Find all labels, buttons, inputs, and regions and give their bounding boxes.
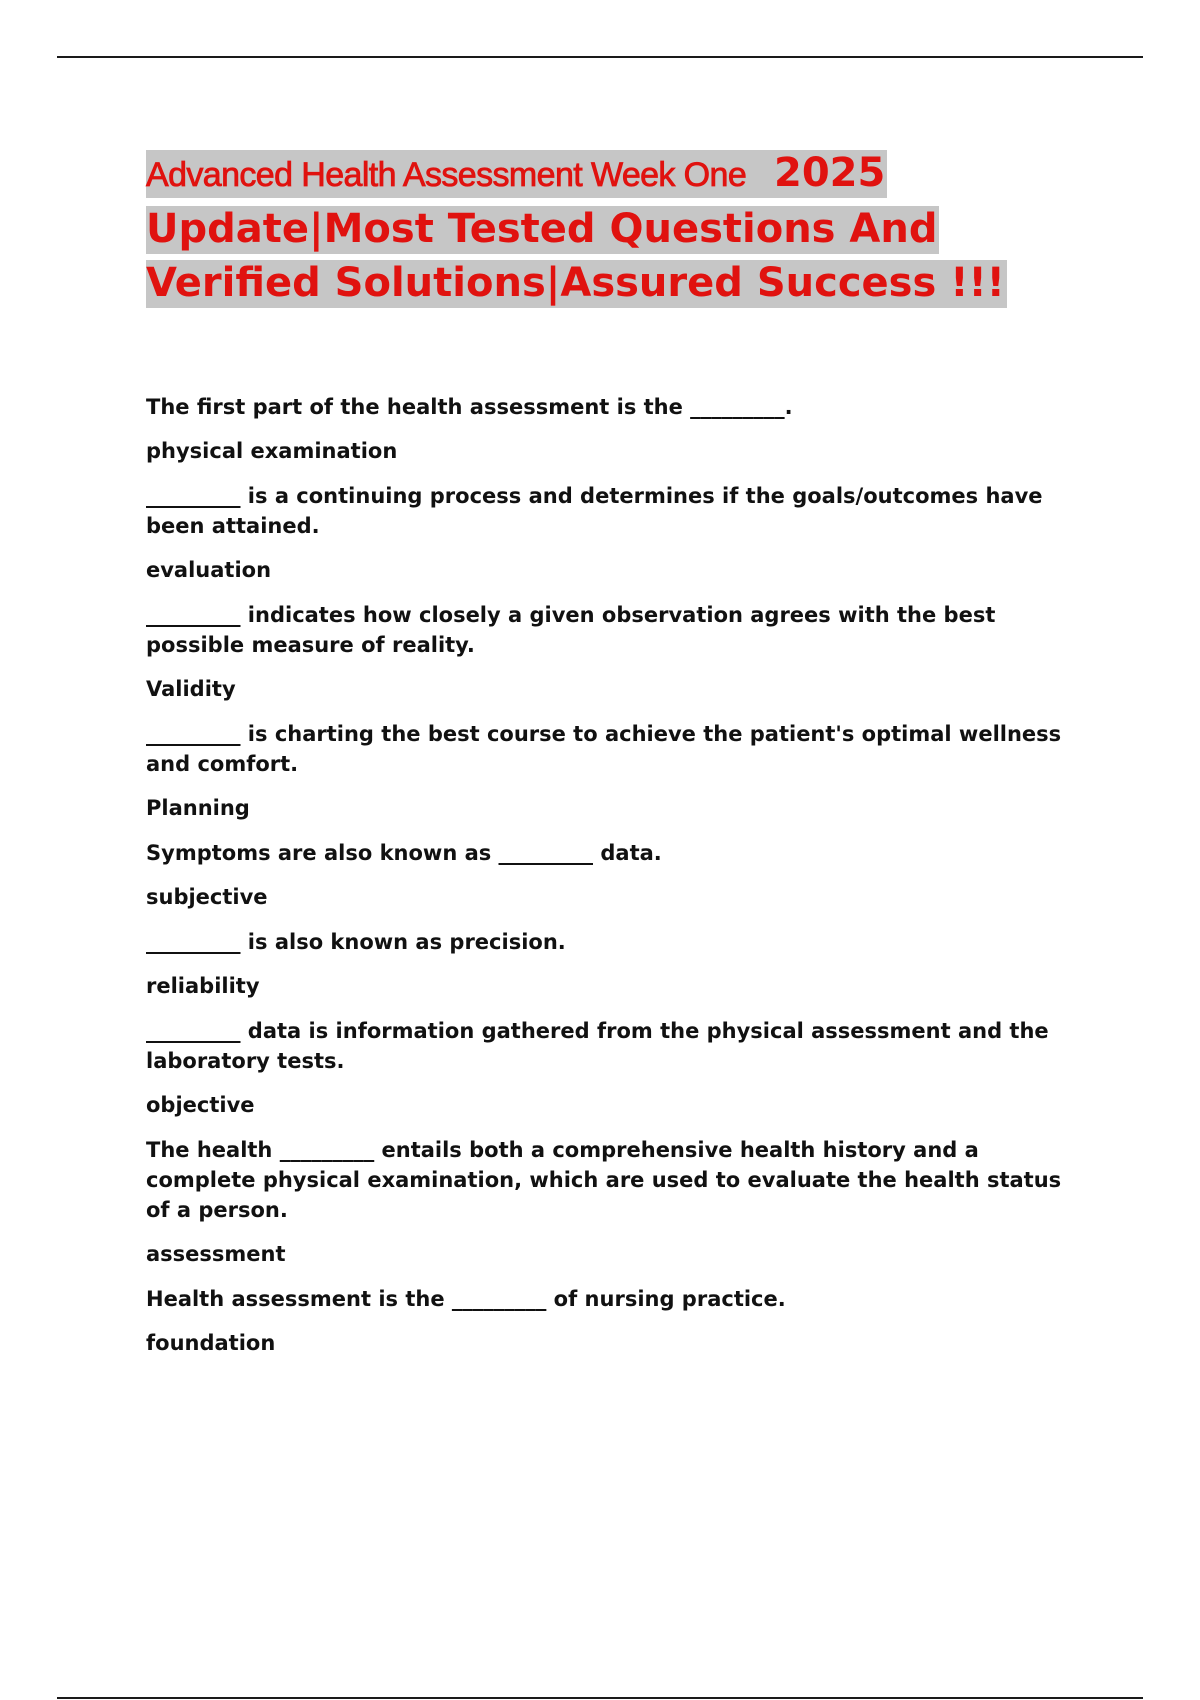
answer-6: reliability (146, 974, 260, 998)
question-2: _________ is a continuing process and determines if the goals/outcomes have been attained. (146, 484, 1043, 538)
answer-5: subjective (146, 885, 268, 909)
title-course-name: Advanced Health Assessment Week One (146, 156, 747, 194)
answer-8: assessment (146, 1242, 286, 1266)
document-title (146, 146, 1046, 310)
answer-3: Validity (146, 677, 236, 701)
title-year: 2025 (774, 150, 886, 196)
question-9: Health assessment is the _________ of nursing practice. (146, 1287, 786, 1311)
title-subtitle: Update|Most Tested Questions And Verified Solutions|Assured Success !!! (146, 206, 1005, 306)
page-top-rule (57, 56, 1143, 58)
question-3: _________ indicates how closely a given observation agrees with the best possible measure of reality. (146, 603, 996, 657)
question-8: The health _________ entails both a comprehensive health history and a complete physical examination, which are used to evaluate the health status of a person. (146, 1138, 1062, 1222)
page-bottom-rule (57, 1697, 1143, 1699)
question-6: _________ is also known as precision. (146, 930, 566, 954)
question-answer-list (146, 392, 1076, 1373)
question-1: The first part of the health assessment is the _________. (146, 395, 793, 419)
question-4: _________ is charting the best course to achieve the patient's optimal wellness and comfort. (146, 722, 1062, 776)
answer-1: physical examination (146, 439, 398, 463)
answer-2: evaluation (146, 558, 272, 582)
answer-9: foundation (146, 1331, 276, 1355)
answer-4: Planning (146, 796, 250, 820)
question-5: Symptoms are also known as _________ data. (146, 841, 662, 865)
question-7: _________ data is information gathered from the physical assessment and the laboratory tests. (146, 1019, 1049, 1073)
answer-7: objective (146, 1093, 255, 1117)
